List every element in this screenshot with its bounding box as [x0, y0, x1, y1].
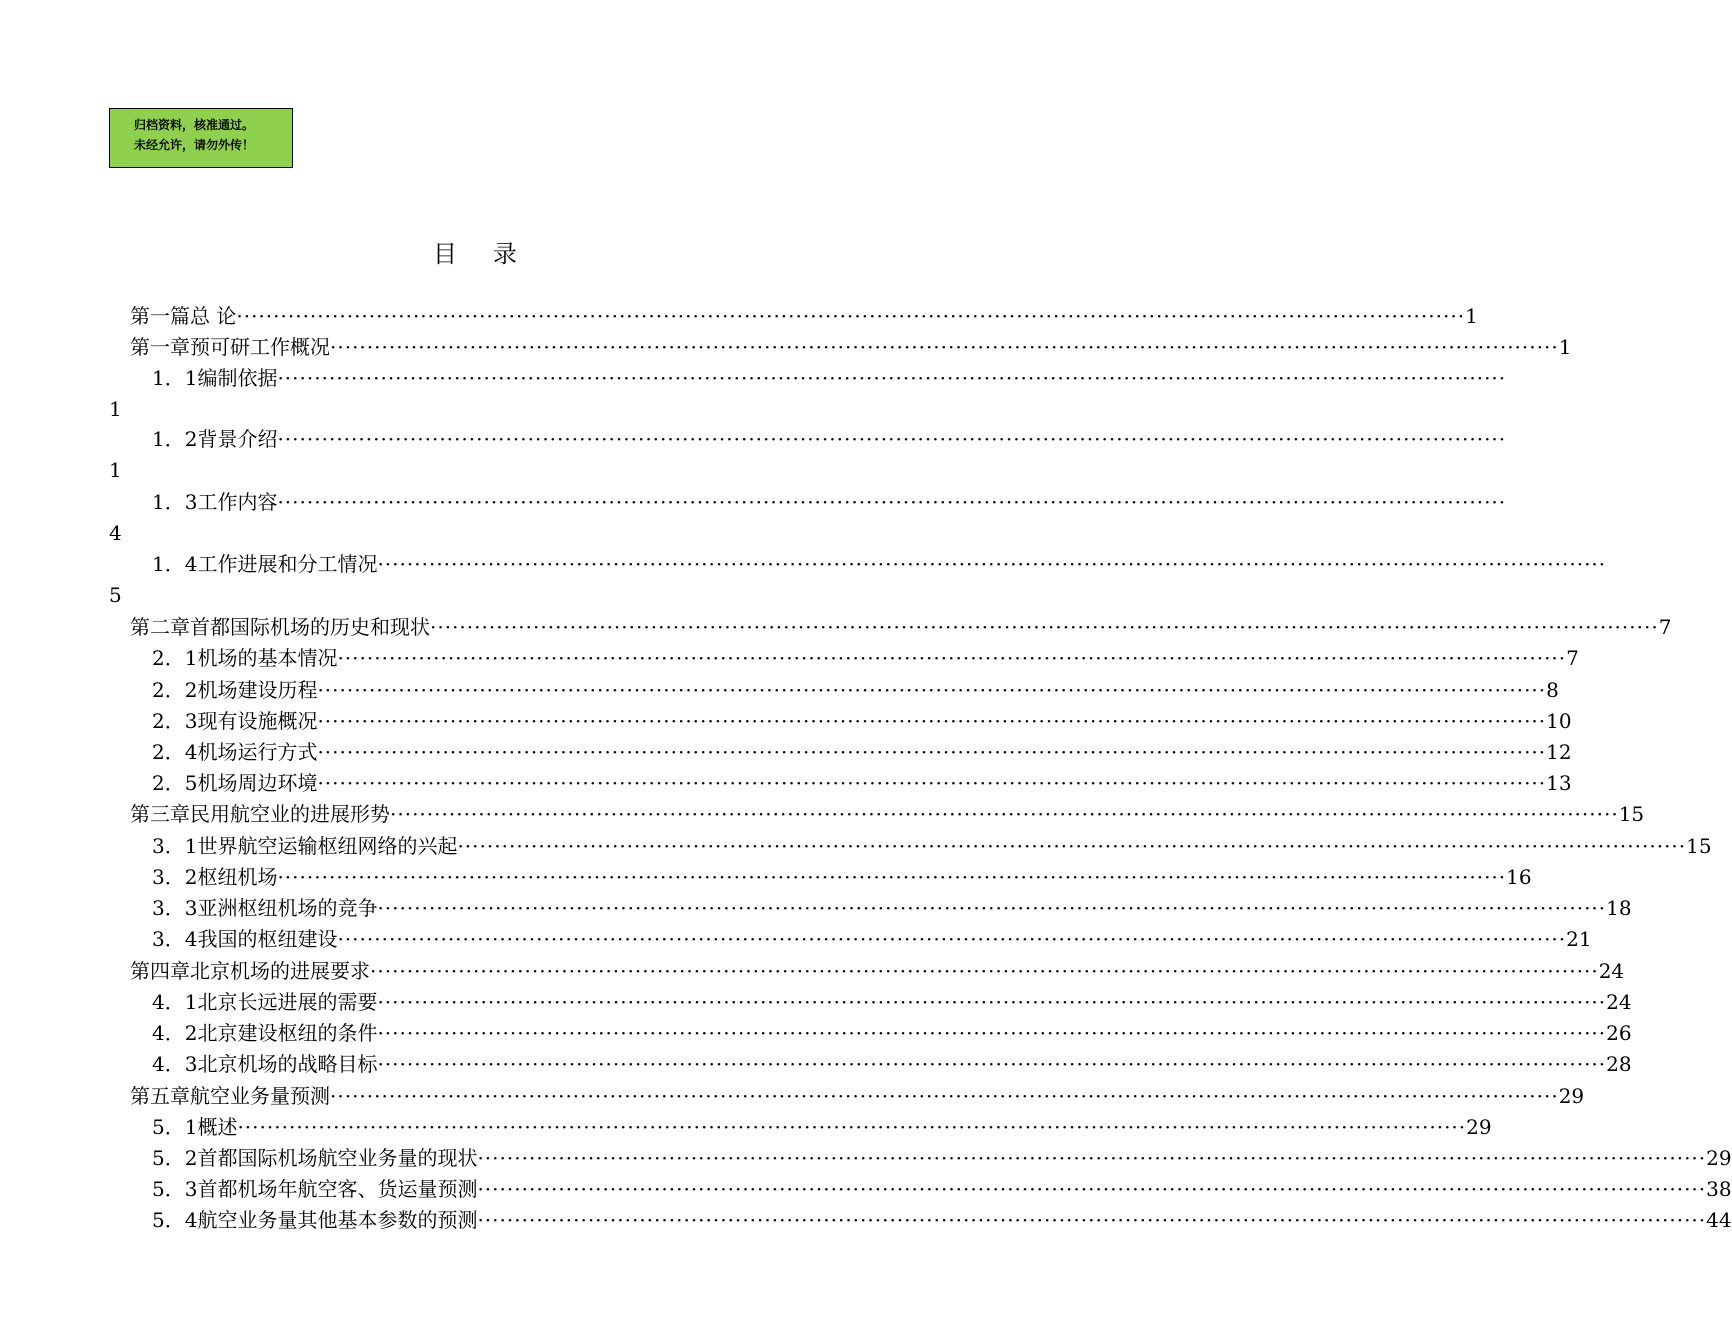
toc-leader-dots: ······································································································································································· — [330, 1084, 1559, 1108]
toc-leader-dots: ······································································································································································· — [317, 740, 1547, 764]
toc-entry-page: 18 — [1606, 896, 1632, 920]
toc-leader-dots: ······································································································································································· — [277, 490, 1507, 514]
toc-entry-number: 3．3 — [152, 896, 198, 920]
toc-entry-page: 16 — [1506, 865, 1532, 889]
toc-entry-label: 北京机场的战略目标 — [197, 1052, 378, 1076]
toc-entry — [152, 1205, 1732, 1236]
toc-entry-number: 4．3 — [152, 1052, 198, 1076]
toc-entry-number: 2．2 — [152, 678, 198, 702]
toc-entry-page: 15 — [1618, 802, 1645, 826]
toc-entry-number: 第五章 — [130, 1084, 190, 1108]
toc-leader-dots: ······································································································································································· — [377, 1021, 1607, 1045]
toc-entry — [152, 987, 1632, 1018]
toc-entry-page: 13 — [1546, 771, 1572, 795]
toc-entry-label: 首都国际机场的历史和现状 — [190, 615, 430, 639]
toc-entry — [152, 424, 1507, 455]
toc-entry-number: 第二章 — [130, 615, 190, 639]
toc-entry-label: 枢纽机场 — [197, 865, 278, 889]
toc-entry-page: 7 — [1566, 646, 1579, 670]
toc-leader-dots: ······································································································································································· — [330, 335, 1559, 359]
toc-leader-dots: ······································································································································································· — [337, 927, 1567, 951]
toc-entry-page: 4 — [109, 521, 122, 545]
toc-entry-label: 航空业务量预测 — [190, 1084, 330, 1108]
toc-leader-dots: ······································································································································································· — [477, 1208, 1707, 1232]
toc-entry-page: 10 — [1546, 709, 1572, 733]
toc-entry — [152, 1143, 1732, 1174]
toc-leader-dots: ······································································································································································· — [277, 427, 1507, 451]
toc-entry — [152, 737, 1572, 768]
toc-leader-dots: ······································································································································································· — [337, 646, 1567, 670]
toc-entry — [152, 1174, 1732, 1205]
toc-entry-number: 2．1 — [152, 646, 198, 670]
toc-entry-label: 机场周边环境 — [197, 771, 318, 795]
toc-leader-dots: ······································································································································································· — [236, 304, 1466, 328]
toc-entry — [152, 706, 1572, 737]
toc-entry-number: 1．2 — [152, 427, 198, 451]
toc-entry-page: 1 — [109, 397, 122, 421]
toc-entry-number: 5．2 — [152, 1146, 198, 1170]
toc-entry — [130, 1081, 1585, 1112]
toc-entry-page: 24 — [1606, 990, 1632, 1014]
toc-entry — [152, 1018, 1632, 1049]
toc-entry — [130, 956, 1625, 987]
toc-entry-page: 38 — [1706, 1177, 1732, 1201]
toc-entry-page: 12 — [1546, 740, 1572, 764]
toc-entry-page: 8 — [1546, 678, 1559, 702]
toc-entry-label: 首都机场年航空客、货运量预测 — [197, 1177, 478, 1201]
toc-entry-label: 航空业务量其他基本参数的预测 — [197, 1208, 478, 1232]
toc-leader-dots: ······································································································································································· — [370, 959, 1599, 983]
toc-entry-page: 24 — [1598, 959, 1625, 983]
toc-entry-label: 工作内容 — [197, 490, 278, 514]
toc-entry — [130, 301, 1478, 332]
toc-entry-page: 5 — [109, 583, 122, 607]
toc-entry-label: 机场的基本情况 — [197, 646, 338, 670]
toc-entry-number: 3．2 — [152, 865, 198, 889]
toc-leader-dots: ······································································································································································· — [277, 865, 1507, 889]
toc-entry-label: 总 论 — [190, 304, 237, 328]
archive-stamp — [109, 108, 293, 168]
toc-entry-label: 机场建设历程 — [197, 678, 318, 702]
toc-entry-label: 民用航空业的进展形势 — [190, 802, 390, 826]
toc-entry-label: 北京长远进展的需要 — [197, 990, 378, 1014]
toc-entry-page: 29 — [1466, 1115, 1492, 1139]
toc-leader-dots: ······································································································································································· — [430, 615, 1659, 639]
toc-entry-number: 5．1 — [152, 1115, 198, 1139]
toc-entry-number: 第四章 — [130, 959, 190, 983]
stamp-line-1: 归档资料，核准通过。 — [134, 118, 255, 132]
toc-entry-label: 工作进展和分工情况 — [197, 552, 378, 576]
toc-entry — [152, 831, 1712, 862]
toc-entry — [152, 768, 1572, 799]
toc-entry-page: 21 — [1566, 927, 1592, 951]
toc-entry-number: 5．3 — [152, 1177, 198, 1201]
toc-entry-label: 世界航空运输枢纽网络的兴起 — [197, 834, 458, 858]
toc-entry — [152, 1049, 1632, 1080]
toc-leader-dots: ······································································································································································· — [390, 802, 1619, 826]
toc-entry — [130, 612, 1672, 643]
toc-entry-number: 第三章 — [130, 802, 190, 826]
toc-entry-page: 28 — [1606, 1052, 1632, 1076]
toc-entry — [152, 487, 1507, 518]
toc-entry-label: 预可研工作概况 — [190, 335, 330, 359]
toc-entry-label: 首都国际机场航空业务量的现状 — [197, 1146, 478, 1170]
toc-entry-label: 北京机场的进展要求 — [190, 959, 370, 983]
toc-entry-number: 1．4 — [152, 552, 198, 576]
toc-entry — [152, 924, 1592, 955]
page-title: 目录 — [433, 240, 553, 268]
toc-entry-label: 现有设施概况 — [197, 709, 318, 733]
toc-entry-label: 机场运行方式 — [197, 740, 318, 764]
toc-entry-page: 26 — [1606, 1021, 1632, 1045]
toc-entry-number: 第一篇 — [130, 304, 190, 328]
toc-leader-dots: ······································································································································································· — [457, 834, 1687, 858]
toc-leader-dots: ······································································································································································· — [237, 1115, 1467, 1139]
toc-entry-number: 2．5 — [152, 771, 198, 795]
toc-leader-dots: ······································································································································································· — [377, 896, 1607, 920]
toc-leader-dots: ······································································································································································· — [477, 1177, 1707, 1201]
toc-entry-number: 3．4 — [152, 927, 198, 951]
toc-entry-number: 3．1 — [152, 834, 198, 858]
toc-leader-dots: ······································································································································································· — [377, 990, 1607, 1014]
stamp-line-2: 未经允许，请勿外传！ — [134, 138, 255, 152]
toc-entry-page: 1 — [1465, 304, 1478, 328]
toc-entry-page: 15 — [1686, 834, 1712, 858]
toc-leader-dots: ······································································································································································· — [317, 709, 1547, 733]
toc-entry-number: 2．3 — [152, 709, 198, 733]
toc-entry — [152, 893, 1632, 924]
toc-entry-number: 2．4 — [152, 740, 198, 764]
toc-leader-dots: ······································································································································································· — [277, 366, 1507, 390]
toc-leader-dots: ······································································································································································· — [377, 552, 1607, 576]
toc-entry-number: 4．2 — [152, 1021, 198, 1045]
toc-entry-page: 7 — [1658, 615, 1672, 639]
toc-entry — [152, 675, 1559, 706]
toc-entry-label: 亚洲枢纽机场的竞争 — [197, 896, 378, 920]
toc-entry-page: 29 — [1558, 1084, 1585, 1108]
toc-entry-page: 29 — [1706, 1146, 1732, 1170]
toc-entry-number: 5．4 — [152, 1208, 198, 1232]
toc-entry-label: 编制依据 — [197, 366, 278, 390]
toc-entry — [152, 862, 1532, 893]
toc-entry-page: 1 — [109, 458, 122, 482]
toc-leader-dots: ······································································································································································· — [317, 771, 1547, 795]
toc-entry-number: 1．1 — [152, 366, 198, 390]
toc-entry — [152, 363, 1507, 394]
toc-entry — [152, 1112, 1492, 1143]
toc-entry-label: 背景介绍 — [197, 427, 278, 451]
toc-leader-dots: ······································································································································································· — [317, 678, 1547, 702]
toc-entry — [152, 643, 1579, 674]
toc-entry-label: 北京建设枢纽的条件 — [197, 1021, 378, 1045]
toc-entry — [152, 549, 1607, 580]
toc-entry-label: 我国的枢纽建设 — [197, 927, 338, 951]
toc-entry-page: 44 — [1706, 1208, 1732, 1232]
toc-entry — [130, 332, 1572, 363]
toc-leader-dots: ······································································································································································· — [377, 1052, 1607, 1076]
toc-entry-label: 概述 — [197, 1115, 238, 1139]
toc-leader-dots: ······································································································································································· — [477, 1146, 1707, 1170]
toc-entry-number: 4．1 — [152, 990, 198, 1014]
toc-entry-number: 1．3 — [152, 490, 198, 514]
toc-entry-number: 第一章 — [130, 335, 190, 359]
toc-entry-page: 1 — [1558, 335, 1572, 359]
toc-entry — [130, 799, 1645, 830]
